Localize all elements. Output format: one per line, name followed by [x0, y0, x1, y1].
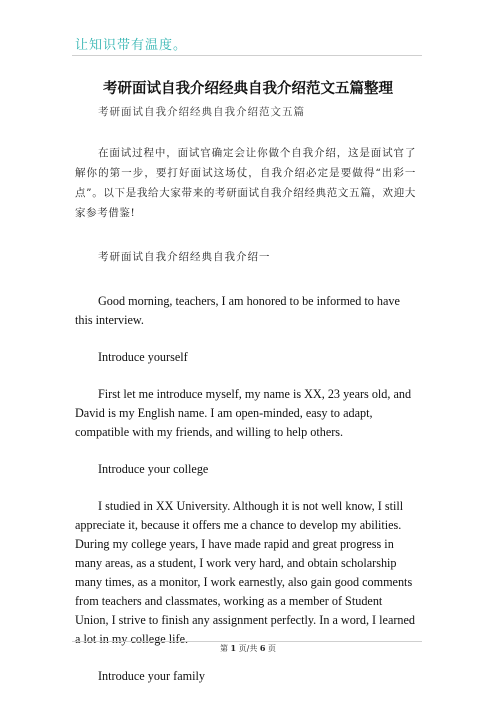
paragraph-self-introduction: First let me introduce myself, my name is XX, 23 years old, and David is my English name. I am open-minded, easy to adapt, compatible with my friends, and willing to help others.	[75, 387, 412, 439]
footer-total-pages: 6	[259, 643, 266, 653]
footer-suffix: 页	[268, 644, 277, 653]
footer-divider	[72, 641, 422, 642]
footer-middle: 页/共	[238, 644, 258, 653]
intro-paragraph: 在面试过程中，面试官确定会让你做个自我介绍，这是面试官了解你的第一步，要打好面试这场仗，自我介绍必定是要做得“出彩一点”。以下是我给大家带来的考研面试自我介绍经典范文五篇，欢迎大家参考借鉴!	[75, 147, 416, 219]
paragraph-heading-introduce-college: Introduce your college	[98, 462, 209, 476]
footer-prefix: 第	[219, 644, 228, 653]
paragraph-heading-introduce-yourself: Introduce yourself	[98, 350, 188, 364]
header-divider	[72, 55, 422, 56]
page-footer	[0, 643, 496, 654]
document-title: 考研面试自我介绍经典自我介绍范文五篇整理	[103, 81, 393, 97]
section-heading: 考研面试自我介绍经典自我介绍一	[98, 251, 271, 263]
document-body	[75, 104, 416, 702]
paragraph-college: I studied in XX University. Although it is not well know, I still appreciate it, because it offers me a chance to develop my abilities. During my college years, I have made rapid and great progress in many areas, as a student, I work very hard, and obtain scholarship many times, as a monitor, I work earnestly, also gain good comments from teachers and classmates, working as a member of Student Union, I strive to finish any assignment perfectly. In a word, I learned a lot in my college life.	[75, 499, 416, 646]
header-slogan: 让知识带有温度。	[75, 38, 188, 53]
document-subtitle: 考研面试自我介绍经典自我介绍范文五篇	[98, 106, 305, 118]
footer-page-number: 1	[230, 643, 237, 653]
paragraph-greeting: Good morning, teachers, I am honored to be informed to have this interview.	[75, 294, 400, 327]
paragraph-heading-introduce-family: Introduce your family	[98, 669, 205, 683]
